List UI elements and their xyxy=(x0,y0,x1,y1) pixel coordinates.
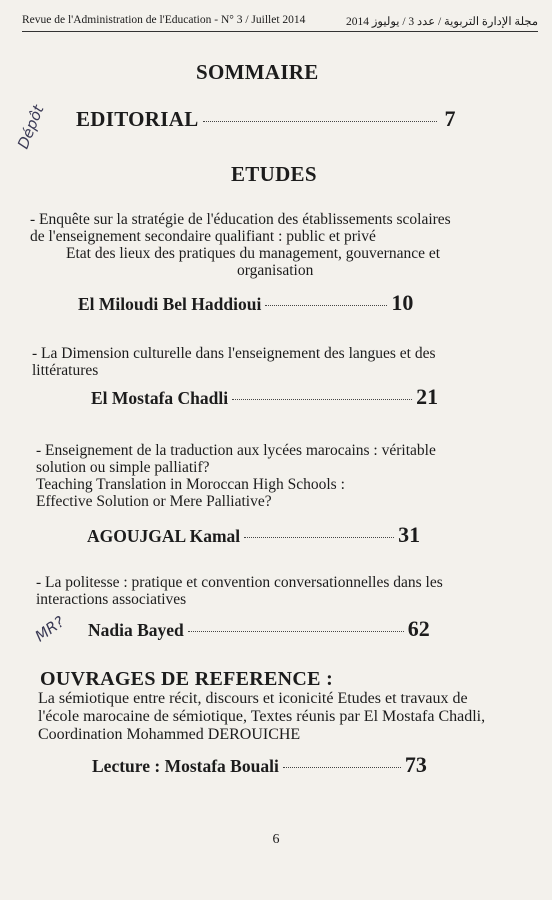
toc-ouvrages xyxy=(92,752,427,778)
entry-line: de l'enseignement secondaire qualifiant : public et privé xyxy=(30,228,376,245)
entry-line: littératures xyxy=(32,362,99,379)
header-left: Revue de l'Administration de l'Education - N° 3 / Juillet 2014 xyxy=(22,14,306,26)
entry-2-text xyxy=(32,345,534,379)
ouvrages-line: l'école marocaine de sémiotique, Textes réunis par El Mostafa Chadli, xyxy=(38,708,486,725)
header-right: مجلة الإدارة التربوية / عدد 3 / يوليوز 2014 xyxy=(345,16,538,28)
toc-editorial xyxy=(76,106,456,132)
page-number: 7 xyxy=(444,106,456,131)
entry-line: - La politesse : pratique et convention conversationnelles dans les xyxy=(36,574,443,591)
entry-3-text xyxy=(36,442,534,510)
toc-entry-3 xyxy=(87,522,420,548)
entry-line: Teaching Translation in Moroccan High Schools : xyxy=(36,476,345,493)
entry-line: - La Dimension culturelle dans l'enseignement des langues et des xyxy=(32,345,436,362)
author: El Miloudi Bel Haddioui xyxy=(78,294,262,314)
entry-line: Effective Solution or Mere Palliative? xyxy=(36,493,272,510)
page-number: 10 xyxy=(391,290,414,315)
entry-line: - Enquête sur la stratégie de l'éducation des établissements scolaires xyxy=(30,211,451,228)
author: Lecture : Mostafa Bouali xyxy=(92,756,279,776)
handwritten-note-mr: MR? xyxy=(31,612,68,646)
running-header xyxy=(22,14,538,32)
ouvrages-title: OUVRAGES DE REFERENCE : xyxy=(40,668,334,690)
leader-dots xyxy=(232,399,412,400)
toc-entry-4 xyxy=(88,616,430,642)
entry-line: solution ou simple palliatif? xyxy=(36,459,210,476)
editorial-label: EDITORIAL xyxy=(76,107,199,131)
page-number: 31 xyxy=(398,522,421,547)
leader-dots xyxy=(283,767,401,768)
ouvrages-line: Coordination Mohammed DEROUICHE xyxy=(38,726,301,743)
page-number: 21 xyxy=(416,384,439,409)
page-folio: 6 xyxy=(272,832,280,847)
handwritten-note-depot: Dépôt xyxy=(13,102,48,152)
entry-4-text xyxy=(36,574,534,608)
entry-line: - Enseignement de la traduction aux lycées marocains : véritable xyxy=(36,442,436,459)
entry-line: interactions associatives xyxy=(36,591,187,608)
leader-dots xyxy=(265,305,387,306)
leader-dots xyxy=(244,537,394,538)
entry-line: Etat des lieux des pratiques du management, gouvernance et xyxy=(66,245,441,262)
author: Nadia Bayed xyxy=(88,620,184,640)
page-number: 62 xyxy=(407,616,430,641)
sommaire-title: SOMMAIRE xyxy=(196,60,319,84)
leader-dots xyxy=(203,121,437,122)
entry-1-text xyxy=(30,211,534,279)
ouvrages-line: La sémiotique entre récit, discours et iconicité Etudes et travaux de xyxy=(38,690,468,707)
author: El Mostafa Chadli xyxy=(91,388,229,408)
toc-entry-2 xyxy=(91,384,438,410)
toc-entry-1 xyxy=(78,290,413,316)
ouvrages-text xyxy=(38,690,536,744)
page-number: 73 xyxy=(404,752,427,777)
entry-line: organisation xyxy=(237,262,314,279)
author: AGOUJGAL Kamal xyxy=(87,526,241,546)
leader-dots xyxy=(188,631,404,632)
etudes-title: ETUDES xyxy=(231,162,317,186)
